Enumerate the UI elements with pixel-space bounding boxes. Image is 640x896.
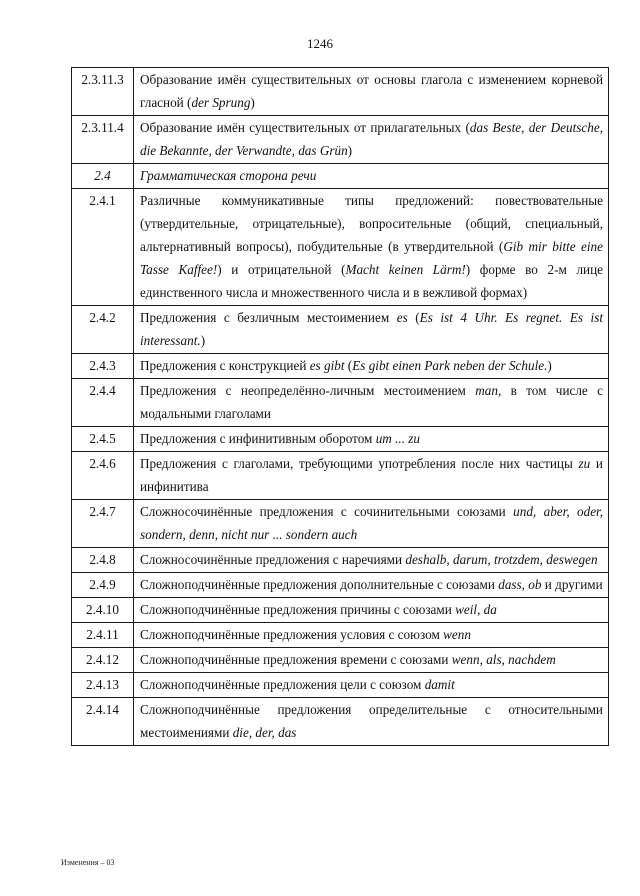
row-number: 2.4.9	[72, 573, 134, 598]
table-row	[72, 306, 609, 354]
table-section-row	[72, 164, 609, 189]
row-description: Сложноподчинённые предложения определительные с относительными местоимениями die, der, das	[134, 698, 609, 746]
table-row	[72, 452, 609, 500]
row-description: Сложносочинённые предложения с наречиями deshalb, darum, trotzdem, deswegen	[134, 548, 609, 573]
row-description: Предложения с безличным местоимением es (Es ist 4 Uhr. Es regnet. Es ist interessant.)	[134, 306, 609, 354]
row-description: Сложноподчинённые предложения причины с союзами weil, da	[134, 598, 609, 623]
row-number: 2.4.6	[72, 452, 134, 500]
table-row	[72, 673, 609, 698]
row-description: Предложения с инфинитивным оборотом um ... zu	[134, 427, 609, 452]
row-number: 2.4.12	[72, 648, 134, 673]
row-description: Различные коммуникативные типы предложений: повествовательные (утвердительные, отрицательные), вопросительные (общий, специальный, альтернативный вопросы), побудительные (в утвердительной (Gib mir bitte eine Tasse Kaffee!) и отрицательной (Macht keinen Lärm!) форме во 2-м лице единственного числа и множественного числа и в вежливой формах)	[134, 189, 609, 306]
row-description: Предложения с глаголами, требующими употребления после них частицы zu и инфинитива	[134, 452, 609, 500]
page-number: 1246	[307, 36, 333, 51]
table-row	[72, 698, 609, 746]
footer-revision-note: Изменения – 03	[61, 858, 115, 867]
table-row	[72, 116, 609, 164]
content-table	[71, 67, 609, 746]
row-number: 2.4.14	[72, 698, 134, 746]
row-number: 2.4.2	[72, 306, 134, 354]
table-row	[72, 189, 609, 306]
section-title: Грамматическая сторона речи	[134, 164, 609, 189]
table-row	[72, 427, 609, 452]
table-row	[72, 598, 609, 623]
row-number: 2.4.5	[72, 427, 134, 452]
table-row	[72, 500, 609, 548]
row-description: Сложносочинённые предложения с сочинительными союзами und, aber, oder, sondern, denn, nicht nur ... sondern auch	[134, 500, 609, 548]
row-description: Образование имён существительных от прилагательных (das Beste, der Deutsche, die Bekannte, der Verwandte, das Grün)	[134, 116, 609, 164]
row-description: Сложноподчинённые предложения цели с союзом damit	[134, 673, 609, 698]
table-row	[72, 379, 609, 427]
table-body	[72, 68, 609, 746]
table-row	[72, 68, 609, 116]
row-description: Сложноподчинённые предложения дополнительные с союзами dass, ob и другими	[134, 573, 609, 598]
row-number: 2.4.11	[72, 623, 134, 648]
row-description: Предложения с конструкцией es gibt (Es gibt einen Park neben der Schule.)	[134, 354, 609, 379]
row-number: 2.4.10	[72, 598, 134, 623]
row-number: 2.4.4	[72, 379, 134, 427]
table-row	[72, 573, 609, 598]
table-row	[72, 354, 609, 379]
row-number: 2.3.11.3	[72, 68, 134, 116]
row-description: Предложения с неопределённо-личным местоимением man, в том числе с модальными глаголами	[134, 379, 609, 427]
row-number: 2.4.13	[72, 673, 134, 698]
row-number: 2.4	[72, 164, 134, 189]
row-number: 2.3.11.4	[72, 116, 134, 164]
row-description: Сложноподчинённые предложения времени с союзами wenn, als, nachdem	[134, 648, 609, 673]
table-row	[72, 648, 609, 673]
row-number: 2.4.8	[72, 548, 134, 573]
table-row	[72, 623, 609, 648]
table-row	[72, 548, 609, 573]
row-number: 2.4.3	[72, 354, 134, 379]
row-number: 2.4.7	[72, 500, 134, 548]
row-description: Сложноподчинённые предложения условия с союзом wenn	[134, 623, 609, 648]
row-number: 2.4.1	[72, 189, 134, 306]
row-description: Образование имён существительных от основы глагола с изменением корневой гласной (der Sprung)	[134, 68, 609, 116]
